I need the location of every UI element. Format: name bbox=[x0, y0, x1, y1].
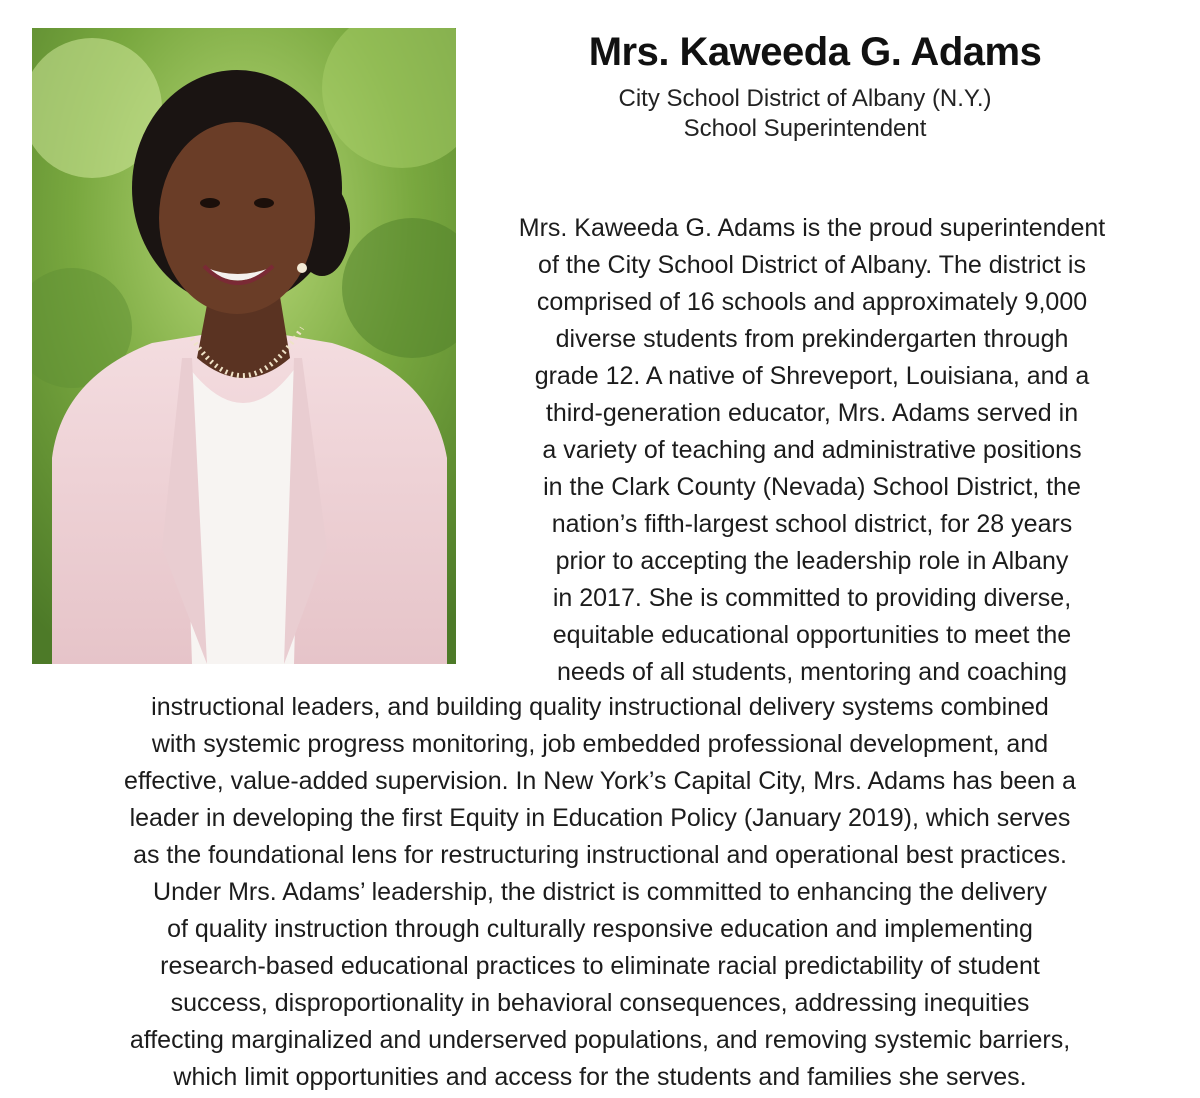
bio-line: comprised of 16 schools and approximately 9,000 bbox=[536, 288, 1088, 316]
role-line: School Superintendent bbox=[683, 115, 927, 142]
bio-line: in the Clark County (Nevada) School District, the bbox=[543, 473, 1081, 501]
portrait-illustration bbox=[32, 28, 456, 664]
bio-line: grade 12. A native of Shreveport, Louisiana, and a bbox=[534, 362, 1090, 390]
bio-line: which limit opportunities and access for the students and families she serves. bbox=[173, 1063, 1027, 1091]
bio-line: affecting marginalized and underserved populations, and removing systemic barriers, bbox=[129, 1026, 1071, 1054]
portrait-photo bbox=[32, 28, 456, 664]
bio-line: equitable educational opportunities to meet the bbox=[552, 621, 1072, 649]
bio-line: Under Mrs. Adams’ leadership, the district is committed to enhancing the delivery bbox=[153, 878, 1047, 906]
bio-line: instructional leaders, and building quality instructional delivery systems combined bbox=[151, 693, 1049, 721]
bio-line: third-generation educator, Mrs. Adams served in bbox=[545, 399, 1079, 427]
bio-line: research-based educational practices to eliminate racial predictability of student bbox=[160, 952, 1040, 980]
subtitle-block bbox=[470, 84, 1140, 144]
organization-line: City School District of Albany (N.Y.) bbox=[618, 85, 992, 112]
bio-line: of the City School District of Albany. The district is bbox=[538, 251, 1086, 279]
bio-line: leader in developing the first Equity in Education Policy (January 2019), which serves bbox=[129, 804, 1071, 832]
bio-line: diverse students from prekindergarten through bbox=[555, 325, 1069, 353]
bio-line: as the foundational lens for restructuring instructional and operational best practices. bbox=[133, 841, 1067, 869]
bio-line: success, disproportionality in behavioral consequences, addressing inequities bbox=[170, 989, 1030, 1017]
bio-line: prior to accepting the leadership role in Albany bbox=[555, 547, 1069, 575]
person-name: Mrs. Kaweeda G. Adams bbox=[588, 30, 1042, 74]
bio-line: needs of all students, mentoring and coaching bbox=[556, 658, 1068, 686]
bio-line: in 2017. She is committed to providing diverse, bbox=[552, 584, 1072, 612]
bio-line: Mrs. Kaweeda G. Adams is the proud superintendent bbox=[518, 214, 1106, 242]
bio-line: a variety of teaching and administrative positions bbox=[542, 436, 1082, 464]
bio-line: of quality instruction through culturally responsive education and implementing bbox=[167, 915, 1033, 943]
bio-line: nation’s fifth-largest school district, for 28 years bbox=[551, 510, 1073, 538]
bio-line: effective, value-added supervision. In New York’s Capital City, Mrs. Adams has been a bbox=[124, 767, 1076, 795]
bio-line: with systemic progress monitoring, job embedded professional development, and bbox=[151, 730, 1049, 758]
